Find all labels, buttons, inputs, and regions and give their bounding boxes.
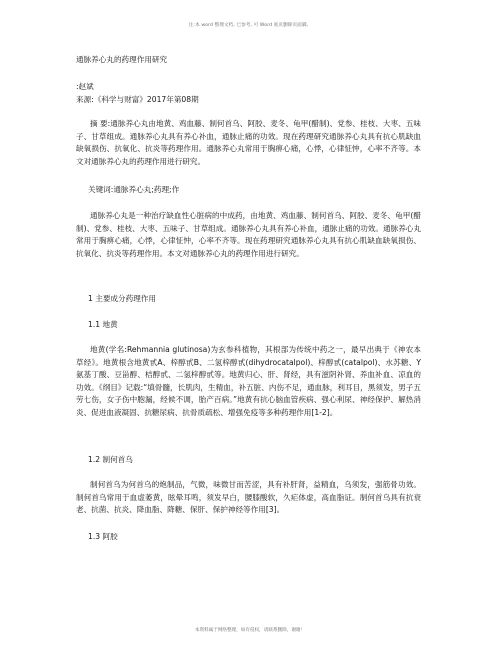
source-line: 来源:《科学与财富》2017年第08期 — [76, 94, 199, 104]
section-1-1-body: 地黄(学名:Rehmannia glutinosa)为玄参科植物，其根部为传统中药之一，最早出典于《神农本草经》。地黄根含地黄甙A、梓醇甙B、二氢梓醇甙(dihydrocatalpol)、梓醇甙(catalpol)、水苏糖、Y氨基丁酸、豆甾醇、桔醇甙、二氢梓醇甙等。地黄归心、肝、肾经，具有滋阴补肾、养血补血、凉血的功效。《纲目》记载:“填骨髓，长肌肉，生精血，补五脏、内伤不足，通血脉，利耳目，黑须发，男子五劳七伤，女子伤中胞漏，经候不调，胎产百病。”地黄有抗心脑血管疾病、强心利尿、神经保护、解热消炎、促进血液凝固、抗糖尿病、抗骨质疏松、增强免疫等多种药理作用[1-2]。 — [76, 345, 421, 417]
abstract-block — [76, 118, 421, 168]
keywords-line: 关键词:通脉养心丸;药理;作 — [88, 185, 180, 194]
section-1-heading-block — [76, 293, 421, 306]
section-1-1 — [76, 319, 421, 332]
section-1-3-heading: 1.3 阿胶 — [88, 532, 118, 541]
section-1-2-body: 制何首乌为何首乌的炮制品，气微，味微甘而苦涩，具有补肝肾，益精血，乌须发，强筋骨功效。制何首乌常用于血虚萎黄，眩晕耳鸣，须发早白，腰膝酸软，久疟体虚，高血脂证。制何首乌具有抗衰老、抗菌、抗炎、降血脂、降糖、保肝、保护神经等作用[3]。 — [76, 480, 421, 515]
section-1-1-body-block — [76, 344, 421, 420]
intro-block — [76, 210, 421, 260]
section-1-heading: 1 主要成分药理作用 — [88, 294, 156, 303]
intro-paragraph: 通脉养心丸是一种治疗缺血性心脏病的中成药，由地黄、鸡血藤、制何首乌、阿胶、麦冬、龟甲(醋制)、党参、桂枝、大枣、五味子、甘草组成。通脉养心丸具有养心补血，通脉止痛的功效。通脉养心丸常用于胸痹心痛，心悸，心律怔忡，心率不齐等。现在药理研究通脉养心丸具有抗心肌缺血缺氧损伤、抗氧化、抗炎等药理作用。本文对通脉养心丸的药理作用进行研究。 — [76, 211, 421, 258]
page-footer-note: 本资料属于网络整理，如有侵权，请联系删除，谢谢！ — [194, 628, 306, 633]
article-meta — [76, 81, 421, 106]
section-1-2-body-block — [76, 479, 421, 517]
author-line: :赵斌 — [76, 82, 94, 91]
article-title-block — [76, 54, 421, 67]
keywords-block — [76, 184, 421, 197]
section-1-3 — [76, 531, 421, 544]
section-1-2-heading: 1.2 制何首乌 — [88, 455, 133, 464]
page-header-note: 注:本 word 整理文档, 已参考, 可 Word 底页删除页面脚。 — [188, 23, 312, 28]
abstract-paragraph: 摘 要:通脉养心丸由地黄、鸡血藤、制何首乌、阿胶、麦冬、龟甲(醋制)、党参、桂枝、大枣、五味子、甘草组成。通脉养心丸具有养心补血，通脉止痛的功效。现在药理研究通脉养心丸具有抗心肌缺血缺氧损伤、抗氧化、抗炎等药理作用。通脉养心丸常用于胸痹心痛，心悸，心律怔忡，心率不齐等。本文对通脉养心丸的药理作用进行研究。 — [76, 119, 421, 166]
article-title: 通脉养心丸的药理作用研究 — [76, 55, 168, 64]
section-1-1-heading: 1.1 地黄 — [88, 320, 118, 329]
section-1-2 — [76, 454, 421, 467]
